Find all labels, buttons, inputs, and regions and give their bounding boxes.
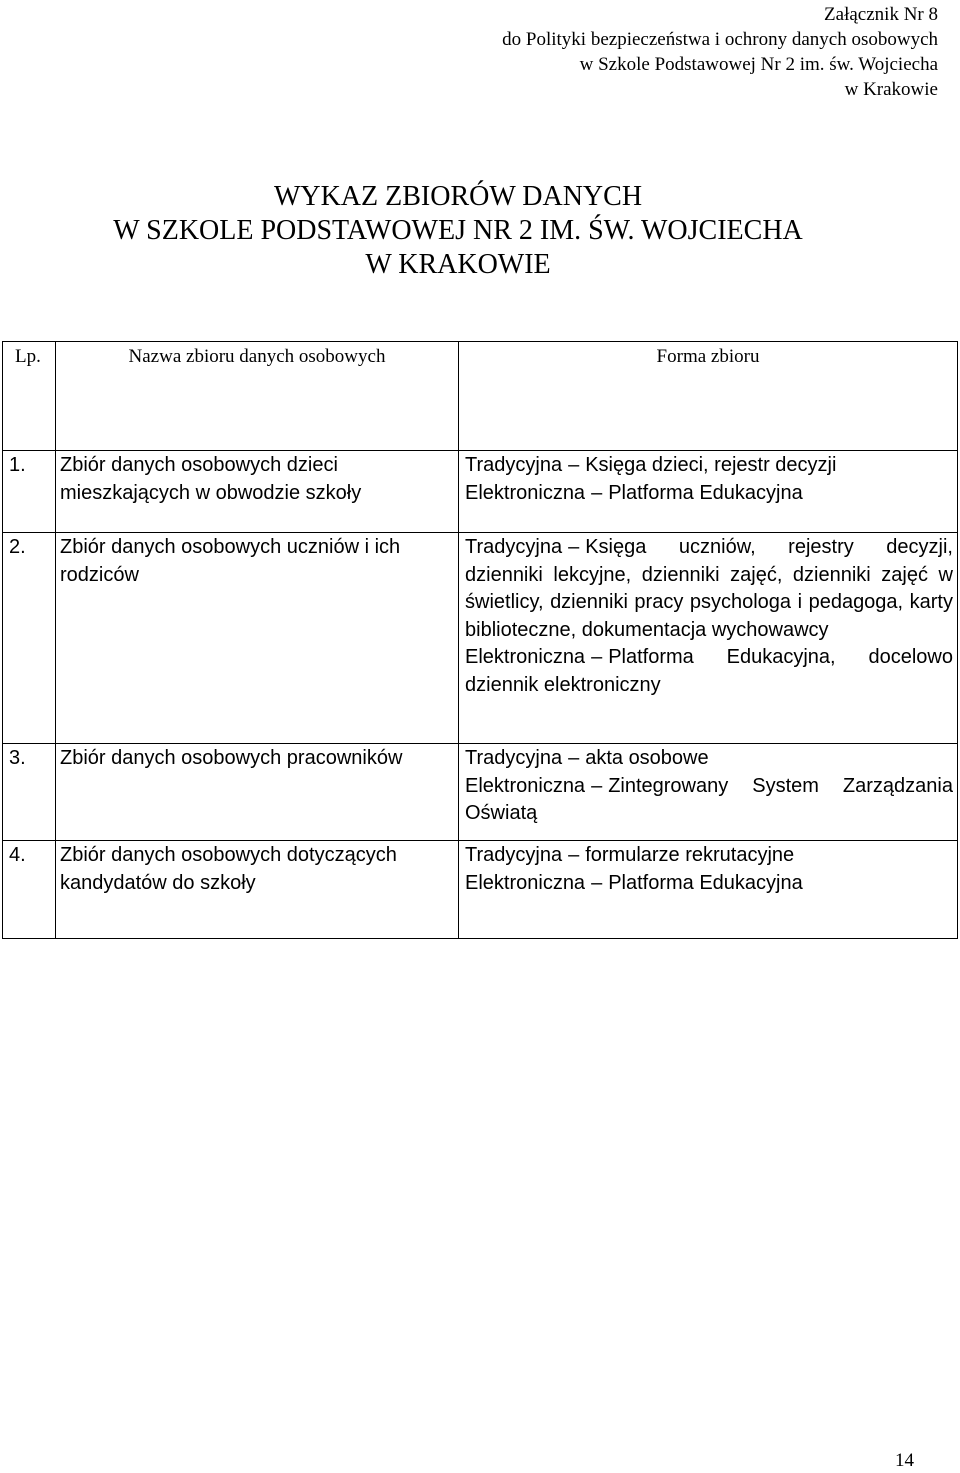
cell-name: Zbiór danych osobowych dotyczących kandydatów do szkoły	[56, 841, 459, 939]
form-label: Tradycyjna	[465, 844, 563, 866]
annex-line: Załącznik Nr 8	[824, 4, 938, 25]
form-label: Elektroniczna	[465, 481, 586, 504]
form-text: Platforma Edukacyjna	[608, 481, 803, 504]
data-sets-table	[2, 341, 958, 939]
form-traditional	[465, 452, 953, 480]
form-traditional	[465, 745, 953, 773]
title-line: WYKAZ ZBIORÓW DANYCH	[273, 181, 643, 212]
header-name: Nazwa zbioru danych osobowych	[56, 342, 459, 451]
cell-name: Zbiór danych osobowych pracowników	[56, 744, 459, 841]
form-electronic	[465, 480, 953, 508]
annex-line: w Szkole Podstawowej Nr 2 im. św. Wojciecha	[579, 54, 938, 75]
form-text: Księga dzieci, rejestr decyzji	[585, 454, 837, 476]
cell-name: Zbiór danych osobowych uczniów i ich rodziców	[56, 533, 459, 744]
annex-line: w Krakowie	[844, 79, 938, 100]
cell-lp: 2.	[3, 533, 56, 744]
form-electronic	[465, 773, 953, 828]
form-text: akta osobowe	[585, 747, 709, 769]
dash: –	[591, 481, 603, 504]
form-label: Tradycyjna	[465, 747, 563, 769]
form-traditional	[465, 842, 953, 870]
header-lp: Lp.	[3, 342, 56, 451]
cell-name: Zbiór danych osobowych dzieci mieszkających w obwodzie szkoły	[56, 451, 459, 533]
cell-lp: 3.	[3, 744, 56, 841]
form-label: Tradycyjna	[465, 454, 563, 476]
form-label: Elektroniczna	[465, 774, 586, 797]
annex-header	[502, 2, 938, 102]
cell-form	[459, 841, 958, 939]
form-text: Platforma Edukacyjna, docelowo dziennik elektroniczny	[465, 646, 953, 696]
dash: –	[591, 774, 603, 797]
table-header-row	[3, 342, 958, 451]
dash: –	[568, 536, 580, 558]
table-row	[3, 533, 958, 744]
dash: –	[591, 646, 603, 668]
form-text: formularze rekrutacyjne	[585, 844, 795, 866]
form-label: Elektroniczna	[465, 871, 586, 894]
header-form: Forma zbioru	[459, 342, 958, 451]
form-label: Elektroniczna	[465, 646, 586, 668]
form-traditional	[465, 534, 953, 644]
form-text: Platforma Edukacyjna	[608, 871, 803, 894]
title-line: W KRAKOWIE	[365, 249, 551, 280]
form-electronic	[465, 644, 953, 699]
title-line: W SZKOLE PODSTAWOWEJ NR 2 IM. ŚW. WOJCIECHA	[113, 215, 803, 246]
cell-form	[459, 744, 958, 841]
cell-form	[459, 451, 958, 533]
document-title	[0, 180, 916, 282]
page-number: 14	[895, 1450, 914, 1471]
cell-form	[459, 533, 958, 744]
table-row	[3, 451, 958, 533]
dash: –	[568, 454, 580, 476]
table-row	[3, 841, 958, 939]
form-text: Księga uczniów, rejestry decyzji, dzienniki lekcyjne, dzienniki zajęć, dzienniki zajęć w świetlicy, dzienniki pracy psychologa i pedagoga, karty biblioteczne, dokumentacja wychowawcy	[465, 536, 953, 641]
table-row	[3, 744, 958, 841]
form-text: Zintegrowany System Zarządzania Oświatą	[465, 774, 953, 824]
annex-line: do Polityki bezpieczeństwa i ochrony danych osobowych	[502, 29, 938, 50]
dash: –	[568, 844, 580, 866]
cell-lp: 1.	[3, 451, 56, 533]
cell-lp: 4.	[3, 841, 56, 939]
dash: –	[568, 747, 580, 769]
dash: –	[591, 871, 603, 894]
form-label: Tradycyjna	[465, 536, 563, 558]
form-electronic	[465, 870, 953, 898]
